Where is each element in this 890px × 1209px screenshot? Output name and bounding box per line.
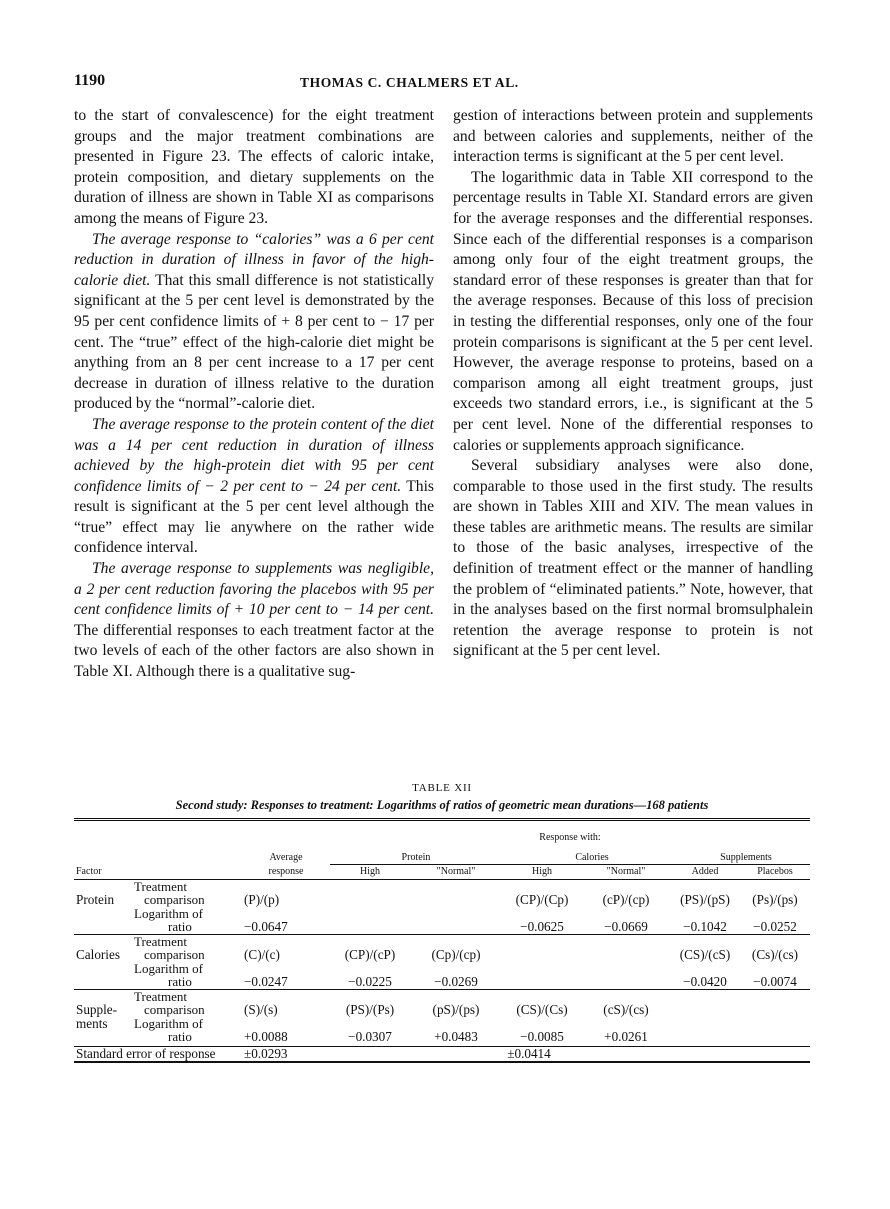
paragraph: to the start of convalescence) for the eight treatment groups and the major treatment combinations are presented in Figure 23. The effects of caloric intake, protein composition, and dietary supplements on the duration of illness are shown in Table XI as comparisons among the means of Figure 23. xyxy=(74,107,434,227)
calories-normal-header: "Normal" xyxy=(582,865,670,880)
paragraph xyxy=(74,415,434,559)
comparison-label: comparison xyxy=(144,947,205,962)
cell: −0.0252 xyxy=(740,920,810,934)
ratio-label: ratio xyxy=(132,920,242,934)
cell: (CP)/(cP) xyxy=(344,947,396,962)
paragraph: gestion of interactions between protein and supplements and between calories and supplements, neither of the interaction terms is significant at the 5 per cent level. xyxy=(453,107,813,166)
factor-header: Factor xyxy=(74,865,132,880)
cell xyxy=(582,975,670,989)
treatment-label: Treatment xyxy=(134,878,187,894)
calories-header: Calories xyxy=(502,851,670,865)
cell: +0.0261 xyxy=(604,1029,648,1044)
cell: −0.0247 xyxy=(242,975,330,989)
treatment-label: Treatment xyxy=(134,933,187,949)
cell: (CS)/(cS) xyxy=(679,947,731,962)
factor-protein: Protein xyxy=(76,892,115,907)
logarithm-label: Logarithm of xyxy=(134,960,203,976)
paragraph xyxy=(74,230,434,415)
table-row xyxy=(74,934,810,948)
ratio-label: ratio xyxy=(168,1029,192,1044)
logarithm-label: Logarithm of xyxy=(134,905,203,921)
table-xii xyxy=(74,818,810,1063)
left-column xyxy=(74,106,434,683)
table-row xyxy=(74,989,810,1003)
emphasized-text: The average response to supplements was negligible, a 2 per cent reduction favoring the placebos with 95 per cent confidence limits of + 10 per cent to − 14 per cent. xyxy=(74,560,434,619)
emphasized-text: The average response to the protein content of the diet was a 14 per cent reduction in duration of illness achieved by the high-protein diet with 95 per cent confidence limits of − 2 per cent to − 24 per cent. xyxy=(74,415,434,495)
average-header-line1: Average xyxy=(269,852,303,863)
comparison-label: comparison xyxy=(144,892,205,907)
cell: −0.0647 xyxy=(242,920,330,934)
cell: −0.1042 xyxy=(670,920,740,934)
cell: (C)/(c) xyxy=(244,947,280,962)
cell: −0.0669 xyxy=(582,920,670,934)
cell: (Cp)/(cp) xyxy=(431,947,481,962)
average-header-line2: response xyxy=(242,865,330,880)
cell xyxy=(670,1003,740,1017)
protein-normal-header: "Normal" xyxy=(410,865,502,880)
cell: −0.0085 xyxy=(520,1029,564,1044)
paragraph-text: The differential responses to each treatment factor at the two levels of each of the other factors are also shown in Table XI. Although there is a qualitative sug- xyxy=(74,621,434,681)
cell xyxy=(330,920,410,934)
cell: (CP)/(Cp) xyxy=(515,892,569,907)
cell: −0.0307 xyxy=(348,1029,392,1044)
response-with-header: Response with: xyxy=(539,832,601,843)
paragraph xyxy=(74,559,434,683)
table-row xyxy=(74,920,810,934)
factor-supplements-line2: ments xyxy=(76,1015,108,1031)
cell xyxy=(502,948,582,962)
cell xyxy=(740,1030,810,1044)
table-row xyxy=(74,879,810,893)
emphasized-text: The average response to “calories” was a 6 per cent reduction in duration of illness in favor of the high-calorie diet. xyxy=(74,230,434,289)
supplements-added-header: Added xyxy=(670,865,740,880)
cell xyxy=(410,893,502,907)
cell xyxy=(670,1030,740,1044)
cell: (Ps)/(ps) xyxy=(752,892,798,907)
cell: (PS)/(pS) xyxy=(680,892,730,907)
cell xyxy=(502,975,582,989)
standard-error-average: ±0.0293 xyxy=(242,1047,330,1062)
cell: +0.0483 xyxy=(434,1029,478,1044)
standard-error-differential: ±0.0414 xyxy=(330,1047,670,1062)
table-row xyxy=(74,1003,810,1017)
cell xyxy=(740,1003,810,1017)
supplements-header: Supplements xyxy=(670,851,810,865)
table-row xyxy=(74,907,810,921)
table-row xyxy=(74,948,810,962)
cell: −0.0420 xyxy=(670,975,740,989)
table-label: TABLE XII xyxy=(412,782,472,794)
table-title: Second study: Responses to treatment: Logarithms of ratios of geometric mean durations—168 patients xyxy=(175,798,709,812)
calories-high-header: High xyxy=(502,865,582,880)
page-number: 1190 xyxy=(74,72,106,89)
cell: −0.0625 xyxy=(502,920,582,934)
table-row xyxy=(74,1017,810,1031)
ratio-label: ratio xyxy=(132,975,242,989)
cell: +0.0088 xyxy=(244,1029,288,1044)
supplements-placebos-header: Placebos xyxy=(740,865,810,880)
cell: (pS)/(ps) xyxy=(432,1002,480,1017)
paragraph: Several subsidiary analyses were also done, comparable to those used in the first study. The results are shown in Tables XIII and XIV. The mean values in these tables are arithmetic means. The results are similar to those of the basic analyses, irrespective of the definition of treatment effect or the manner of handling the problem of “eliminated patients.” Note, however, that in the analyses based on the first normal bromsulphalein retention the average response to protein is not significant at the 5 per cent level. xyxy=(453,457,813,660)
table-row xyxy=(74,975,810,989)
comparison-label: comparison xyxy=(144,1002,205,1017)
logarithm-label: Logarithm of xyxy=(134,1015,203,1031)
cell: (cS)/(cs) xyxy=(603,1002,649,1017)
cell xyxy=(582,948,670,962)
paragraph-text: This result is significant at the 5 per cent level although the “true” effect may lie anywhere on the rather wide confidence interval. xyxy=(74,477,434,557)
protein-header: Protein xyxy=(330,851,502,865)
cell xyxy=(410,920,502,934)
paragraph-text: That this small difference is not statistically significant at the 5 per cent level is demonstrated by the 95 per cent confidence limits of + 8 per cent to − 17 per cent. The “true” effect of the high-calorie diet might be anything from an 8 per cent increase to a 17 per cent decrease in duration of illness relative to the duration produced by the “normal”-calorie diet. xyxy=(74,271,434,413)
cell xyxy=(330,893,410,907)
paragraph: The logarithmic data in Table XII correspond to the percentage results in Table XI. Standard errors are given for the average responses and the differential responses. Since each of the differential responses is a comparison among only four of the eight treatment groups, the standard error of these responses is greater than that for the average responses. Because of this loss of precision in testing the differential responses, only one of the four protein comparisons is significant at the 5 per cent level. However, the average response to proteins, based on a comparison among all eight treatment groups, just exceeds two standard errors, i.e., is significant at the 5 per cent level. None of the differential responses to calories or supplements approach significance. xyxy=(453,168,813,454)
cell: −0.0225 xyxy=(330,975,410,989)
factor-supplements-line1: Supple- xyxy=(76,1002,118,1017)
cell: (CS)/(Cs) xyxy=(516,1002,568,1017)
cell: (PS)/(Ps) xyxy=(345,1002,395,1017)
right-column xyxy=(453,106,813,662)
standard-error-row xyxy=(74,1047,810,1062)
table-row xyxy=(74,962,810,976)
standard-error-label: Standard error of response xyxy=(74,1047,242,1062)
cell: (S)/(s) xyxy=(244,1002,278,1017)
cell: (P)/(p) xyxy=(244,892,280,907)
table-row xyxy=(74,1030,810,1044)
cell: (cP)/(cp) xyxy=(602,892,650,907)
cell: (Cs)/(cs) xyxy=(751,947,799,962)
cell: −0.0269 xyxy=(410,975,502,989)
table-row xyxy=(74,893,810,907)
factor-calories: Calories xyxy=(76,947,120,962)
protein-high-header: High xyxy=(330,865,410,880)
cell: −0.0074 xyxy=(740,975,810,989)
treatment-label: Treatment xyxy=(134,988,187,1004)
running-head: THOMAS C. CHALMERS ET AL. xyxy=(300,75,519,90)
